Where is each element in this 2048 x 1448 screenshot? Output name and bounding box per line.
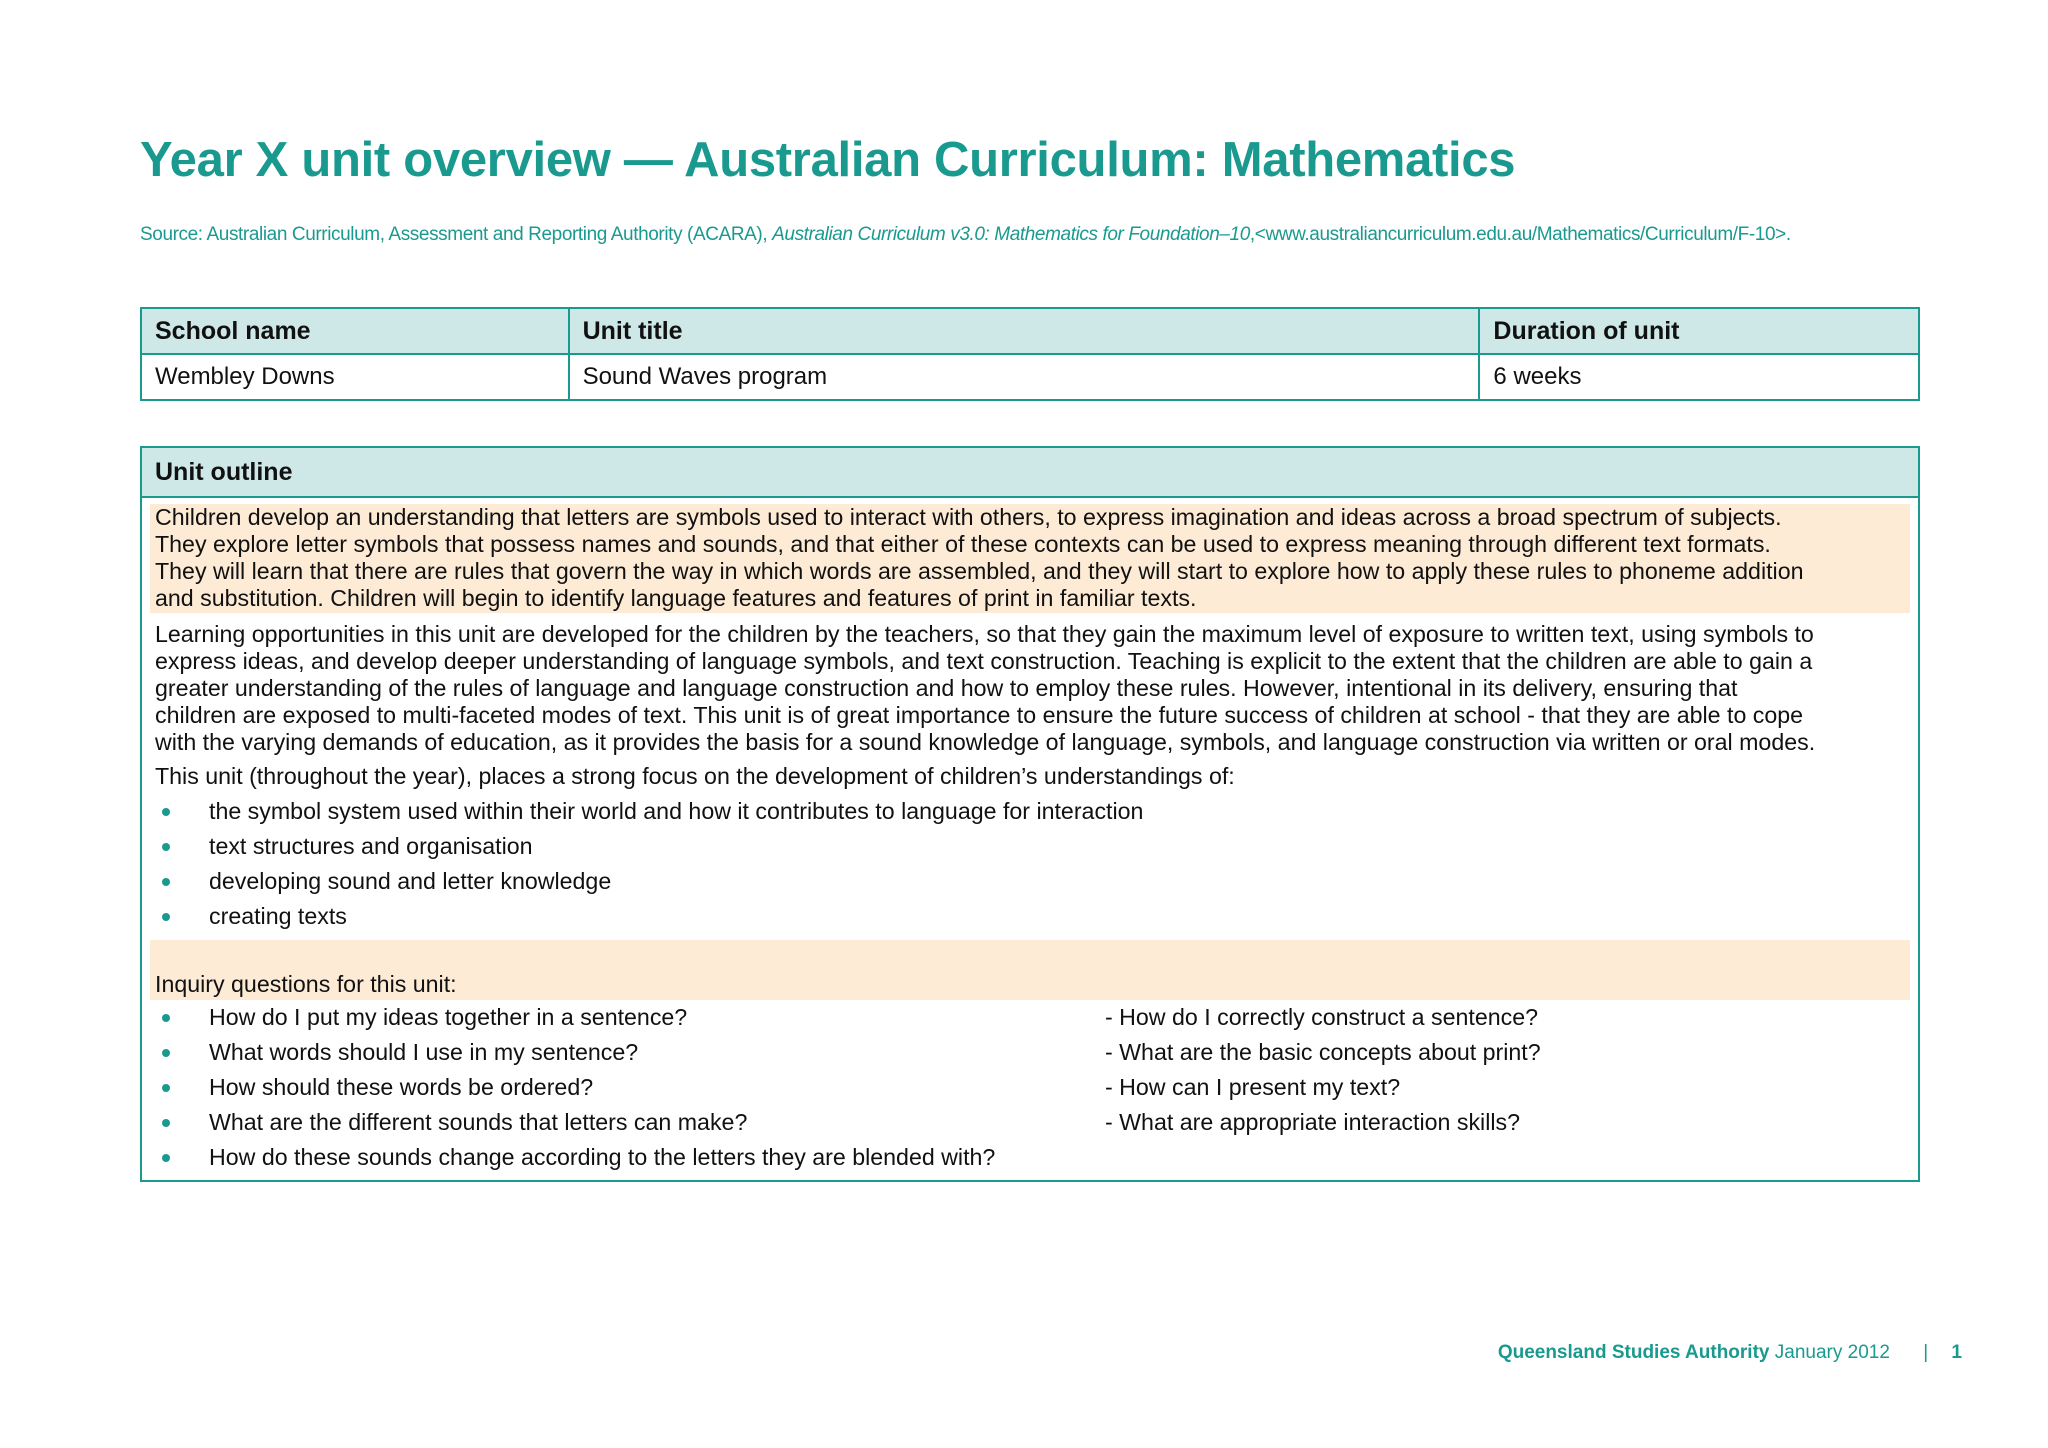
overview-paragraph [150,504,1910,613]
question-left: How do these sounds change according to the letters they are blended with? [209,1144,996,1170]
learning-line: greater understanding of the rules of language and language construction and how to employ these rules. However, intentional in its delivery, ensuring that [155,675,1738,701]
focus-intro: This unit (throughout the year), places a strong focus on the development of children’s understandings of: [155,763,1235,789]
question-right: - What are appropriate interaction skills? [1105,1109,1520,1135]
source-url: ,<www.australiancurriculum.edu.au/Mathematics/Curriculum/F-10>. [1249,224,1791,245]
school-name-value: Wembley Downs [141,354,569,400]
question-row [150,1035,1910,1070]
page-footer [1498,1342,1962,1364]
unit-info-table [140,307,1920,401]
question-row [150,1070,1910,1105]
question-row [150,1000,1910,1035]
info-value-row [141,354,1919,400]
list-item-text: developing sound and letter knowledge [209,868,612,894]
inquiry-label: Inquiry questions for this unit: [155,971,457,997]
question-left: How should these words be ordered? [209,1074,594,1100]
question-left: What words should I use in my sentence? [209,1039,639,1065]
overview-line: and substitution. Children will begin to identify language features and features of print in familiar texts. [155,585,1197,611]
overview-line: They will learn that there are rules that govern the way in which words are assembled, and they will start to explore how to apply these rules to phoneme addition [155,558,1804,584]
learning-line: express ideas, and develop deeper understanding of language symbols, and text construction. Teaching is explicit to the extent that the children are able to gain a [155,648,1813,674]
unit-outline-heading: Unit outline [142,448,1918,498]
question-row [150,1105,1910,1140]
question-row [150,1140,1910,1175]
duration-value: 6 weeks [1479,354,1919,400]
learning-line: Learning opportunities in this unit are developed for the children by the teachers, so that they gain the maximum level of exposure to written text, using symbols to [155,621,1814,647]
question-left: How do I put my ideas together in a sentence? [209,1004,688,1030]
inquiry-question-list [150,1000,1910,1175]
source-citation [140,224,1791,246]
bullet-icon [162,808,170,816]
list-item [150,864,1910,899]
bullet-icon [162,843,170,851]
duration-header: Duration of unit [1479,308,1919,354]
page-number: 1 [1951,1342,1962,1363]
overview-line: They explore letter symbols that possess names and sounds, and that either of these contexts can be used to express meaning through different text formats. [155,531,1771,557]
question-right: - How can I present my text? [1105,1074,1401,1100]
focus-list [150,794,1910,934]
bullet-icon [162,1154,170,1162]
list-item [150,829,1910,864]
overview-line: Children develop an understanding that letters are symbols used to interact with others, to express imagination and ideas across a broad spectrum of subjects. [155,504,1782,530]
unit-outline-box [140,446,1920,1182]
bullet-icon [162,1084,170,1092]
list-item-text: the symbol system used within their world and how it contributes to language for interaction [209,798,1144,824]
footer-separator: | [1923,1342,1929,1363]
bullet-icon [162,913,170,921]
bullet-icon [162,1049,170,1057]
unit-title-header: Unit title [569,308,1480,354]
source-title: Australian Curriculum v3.0: Mathematics for Foundation–10 [772,224,1250,245]
bullet-icon [162,1014,170,1022]
list-item [150,794,1910,829]
question-left: What are the different sounds that letters can make? [209,1109,748,1135]
list-item-text: text structures and organisation [209,833,533,859]
school-name-header: School name [141,308,569,354]
question-right: - How do I correctly construct a sentence? [1105,1004,1539,1030]
unit-title-value: Sound Waves program [569,354,1480,400]
question-right: - What are the basic concepts about print? [1105,1039,1541,1065]
page-title: Year X unit overview — Australian Curriculum: Mathematics [140,133,1516,187]
footer-date: January 2012 [1774,1342,1890,1363]
unit-outline-body [142,498,1918,1175]
source-prefix: Source: Australian Curriculum, Assessment and Reporting Authority (ACARA), [140,224,773,245]
info-header-row [141,308,1919,354]
list-item-text: creating texts [209,903,347,929]
learning-line: with the varying demands of education, as it provides the basis for a sound knowledge of language, symbols, and language construction via written or oral modes. [155,729,1816,755]
bullet-icon [162,878,170,886]
learning-line: children are exposed to multi-faceted modes of text. This unit is of great importance to ensure the future success of children at school - that they are able to cope [155,702,1804,728]
inquiry-label-band [150,940,1910,1000]
footer-organisation: Queensland Studies Authority [1497,1342,1770,1363]
learning-opportunities-paragraph [150,621,1910,756]
bullet-icon [162,1119,170,1127]
list-item [150,899,1910,934]
